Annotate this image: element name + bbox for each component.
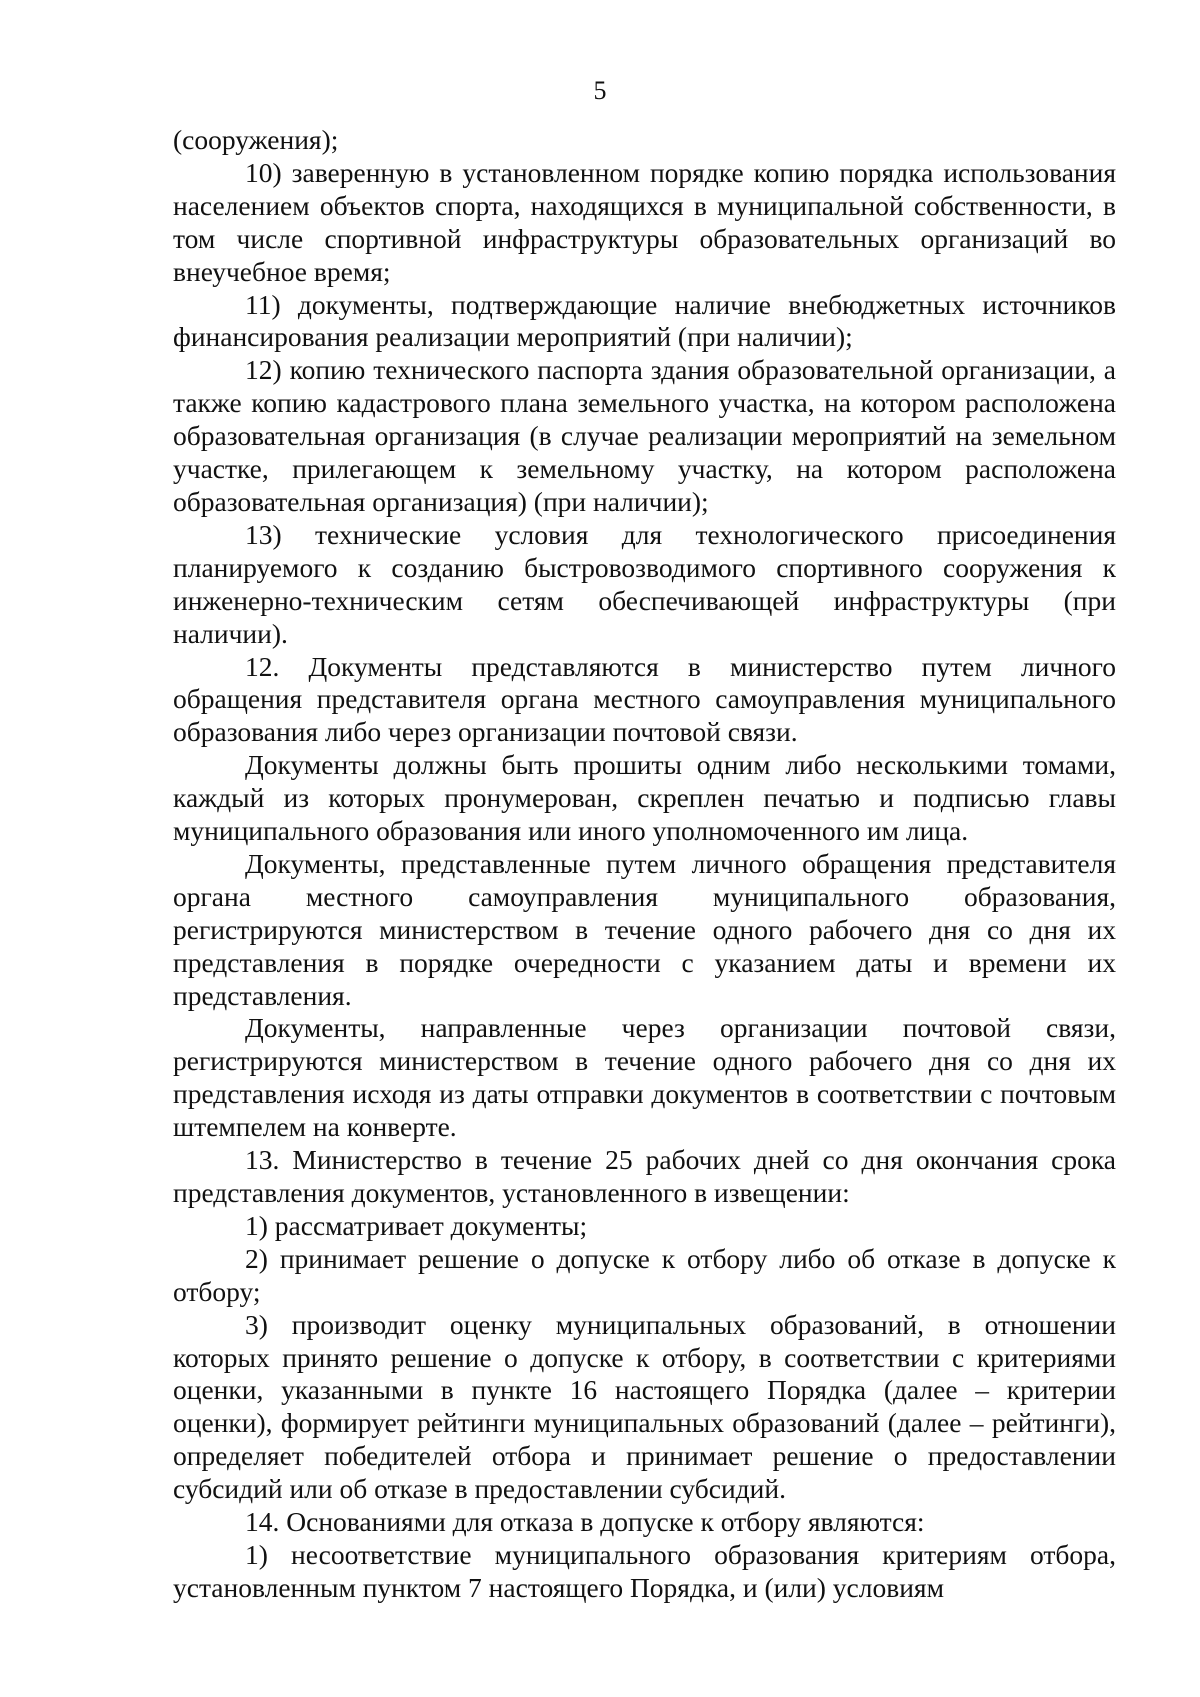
clause-13-item-2: 2) принимает решение о допуске к отбору либо об отказе в допуске к отбору; <box>173 1242 1116 1307</box>
list-item-10: 10) заверенную в установленном порядке копию порядка использования населением объектов спорта, находящихся в муниципальной собственности, в том числе спортивной инфраструктуры образовательных организаций во внеучебное время; <box>173 156 1116 287</box>
page-number: 5 <box>593 76 607 105</box>
clause-12: 12. Документы представляются в министерство путем личного обращения представителя органа местного самоуправления муниципального образования либо через организации почтовой связи. <box>173 650 1116 748</box>
clause-14-item-1: 1) несоответствие муниципального образования критериям отбора, установленным пунктом 7 настоящего Порядка, и (или) условиям <box>173 1538 1116 1603</box>
clause-13: 13. Министерство в течение 25 рабочих дней со дня окончания срока представления документов, установленного в извещении: <box>173 1144 1116 1208</box>
list-item-11: 11) документы, подтверждающие наличие внебюджетных источников финансирования реализации мероприятий (при наличии); <box>173 288 1116 353</box>
clause-13-item-3: 3) производит оценку муниципальных образований, в отношении которых принято решение о допуске к отбору, в соответствии с критериями оценки, указанными в пункте 16 настоящего Порядка (далее – критерии оценки), формирует рейтинги муниципальных образований (далее – рейтинги), определяет победителей отбора и принимает решение о предоставлении субсидий или об отказе в предоставлении субсидий. <box>173 1308 1116 1505</box>
paragraph-personal-submission: Документы, представленные путем личного обращения представителя органа местного самоуправления муниципального образования, регистрируются министерством в течение одного рабочего дня со дня их представления в порядке очередности с указанием даты и времени их представления. <box>173 847 1116 1011</box>
clause-14: 14. Основаниями для отказа в допуске к отбору являются: <box>245 1506 925 1538</box>
paragraph-binding: Документы должны быть прошиты одним либо несколькими томами, каждый из которых пронумерован, скреплен печатью и подписью главы муниципального образования или иного уполномоченного им лица. <box>173 749 1116 847</box>
paragraph-postal-submission: Документы, направленные через организации почтовой связи, регистрируются министерством в течение одного рабочего дня со дня их представления исходя из даты отправки документов в соответствии с почтовым штемпелем на конверте. <box>173 1012 1116 1143</box>
paragraph-continuation: (сооружения); <box>173 124 339 155</box>
clause-13-item-1: 1) рассматривает документы; <box>245 1209 588 1241</box>
document-body <box>173 124 1116 1605</box>
list-item-13: 13) технические условия для технологического присоединения планируемого к созданию быстровозводимого спортивного сооружения к инженерно-техническим сетям обеспечивающей инфраструктуры (при наличии). <box>173 518 1116 649</box>
list-item-12: 12) копию технического паспорта здания образовательной организации, а также копию кадастрового плана земельного участка, на котором расположена образовательная организация (в случае реализации мероприятий на земельном участке, прилегающем к земельному участку, на котором расположена образовательная организация) (при наличии); <box>173 354 1116 517</box>
